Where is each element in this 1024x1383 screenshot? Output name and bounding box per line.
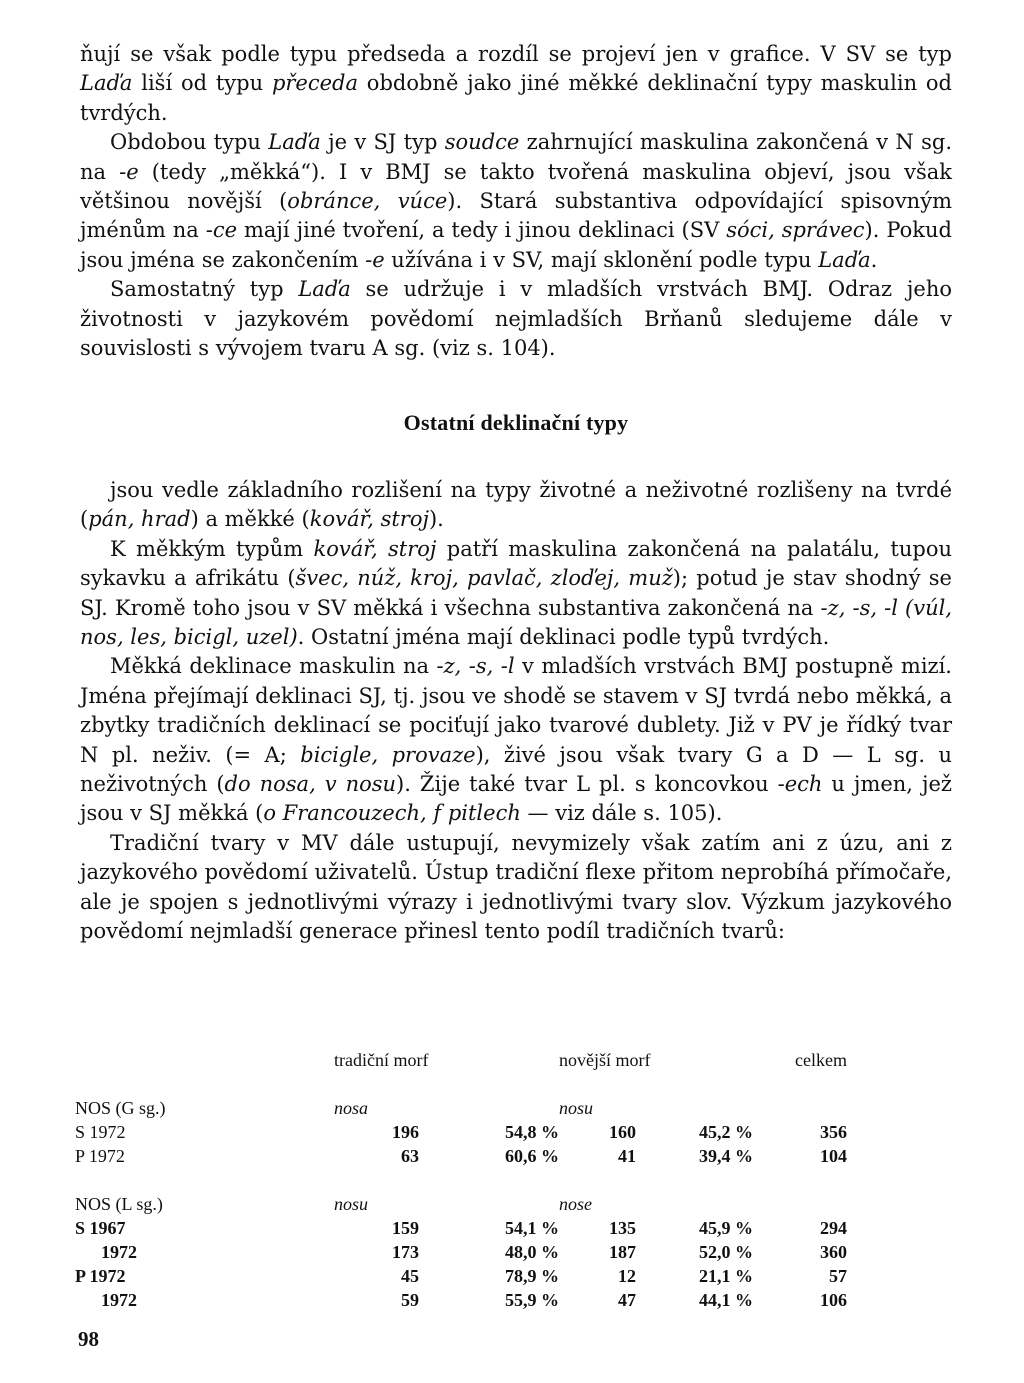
section-heading: Ostatní deklinační typy [403, 410, 629, 436]
table-header-row [75, 1048, 847, 1072]
table-row: S 1972 196 54,8 % 160 45,2 % 356 [75, 1121, 847, 1142]
header-traditional: tradiční morf [334, 1049, 429, 1070]
header-newer: novější morf [559, 1049, 651, 1070]
group1-label: NOS (G sg.) [75, 1097, 166, 1118]
table-row: 1972 173 48,0 % 187 52,0 % 360 [101, 1241, 847, 1262]
group2-label-row [75, 1192, 847, 1216]
page-body [80, 40, 952, 946]
paragraph-6: Měkká deklinace maskulin na -z, -s, -l v mladších vrstvách BMJ postupně mizí. Jména přejímají deklinaci SJ, tj. jsou ve shodě se stavem v SJ tvrdá nebo měkká, a zbytky tradičních deklinací se pociťují jako tvarové dublety. Již v PV je řídký tvar N pl. neživ. (= A; bicigle, provaze), živé jsou však tvary G a D — L sg. u neživotných (do nosa, v nosu). Žije také tvar L pl. s koncovkou -ech u jmen, jež jsou v SJ měkká (o Francouzech, f pitlech — viz dále s. 105). [80, 654, 952, 826]
paragraph-1: ňují se však podle typu předseda a rozdíl se projeví jen v grafice. V SV se typ Laďa liší od typu přeceda obdobně jako jiné měkké deklinační typy maskulin od tvrdých. [80, 42, 952, 125]
paragraph-2: Obdobou typu Laďa je v SJ typ soudce zahrnující maskulina zakončená v N sg. na -e (tedy „měkká“). I v BMJ se takto tvořená maskulina objeví, jsou však většinou novější (obránce, vúce). Stará substantiva odpovídající spisovným jménům na -ce mají jiné tvoření, a tedy i jinou deklinaci (SV sóci, správec). Pokud jsou jména se zakončením -e užívána i v SV, mají sklonění podle typu Laďa. [80, 130, 952, 272]
paragraph-7: Tradiční tvary v MV dále ustupují, nevymizely však zatím ani z úzu, ani z jazykového povědomí uživatelů. Ústup tradiční flexe přitom neprobíhá přímočaře, ale je spojen s jednotlivými výrazy i jednotlivými tvary slov. Výzkum jazykového povědomí nejmladší generace přinesl tento podíl tradičních tvarů: [80, 830, 952, 943]
header-total: celkem [795, 1049, 847, 1070]
group1-form-newer: nosu [559, 1097, 594, 1118]
group2-label: NOS (L sg.) [75, 1193, 163, 1214]
table-row: P 1972 45 78,9 % 12 21,1 % 57 [75, 1265, 847, 1286]
paragraph-4: jsou vedle základního rozlišení na typy životné a neživotné rozlišeny na tvrdé (pán, hrad) a měkké (kovář, stroj). [80, 477, 952, 532]
page-number: 98 [78, 1327, 99, 1351]
paragraph-3: Samostatný typ Laďa se udržuje i v mladších vrstvách BMJ. Odraz jeho životnosti v jazykovém povědomí nejmladších Brňanů sledujeme dále v souvislosti s vývojem tvaru A sg. (viz s. 104). [80, 277, 953, 361]
group2-form-traditional: nosu [334, 1193, 369, 1214]
group1-label-row [75, 1096, 847, 1120]
table-row: P 1972 63 60,6 % 41 39,4 % 104 [75, 1145, 847, 1166]
statistics-table [75, 1048, 847, 1312]
paragraph-5: K měkkým typům kovář, stroj patří maskulina zakončená na palatálu, tupou sykavku a afrikátu (švec, núž, kroj, pavlač, zloďej, muž); potud je stav shodný se SJ. Kromě toho jsou v SV měkká i všechna substantiva zakončená na -z, -s, -l (vúl, nos, les, bicigl, uzel). Ostatní jména mají deklinaci podle typů tvrdých. [80, 536, 952, 649]
table-row: 1972 59 55,9 % 47 44,1 % 106 [101, 1289, 847, 1310]
group2-form-newer: nose [559, 1193, 592, 1214]
table-row: S 1967 159 54,1 % 135 45,9 % 294 [75, 1217, 847, 1238]
group1-form-traditional: nosa [334, 1097, 369, 1118]
